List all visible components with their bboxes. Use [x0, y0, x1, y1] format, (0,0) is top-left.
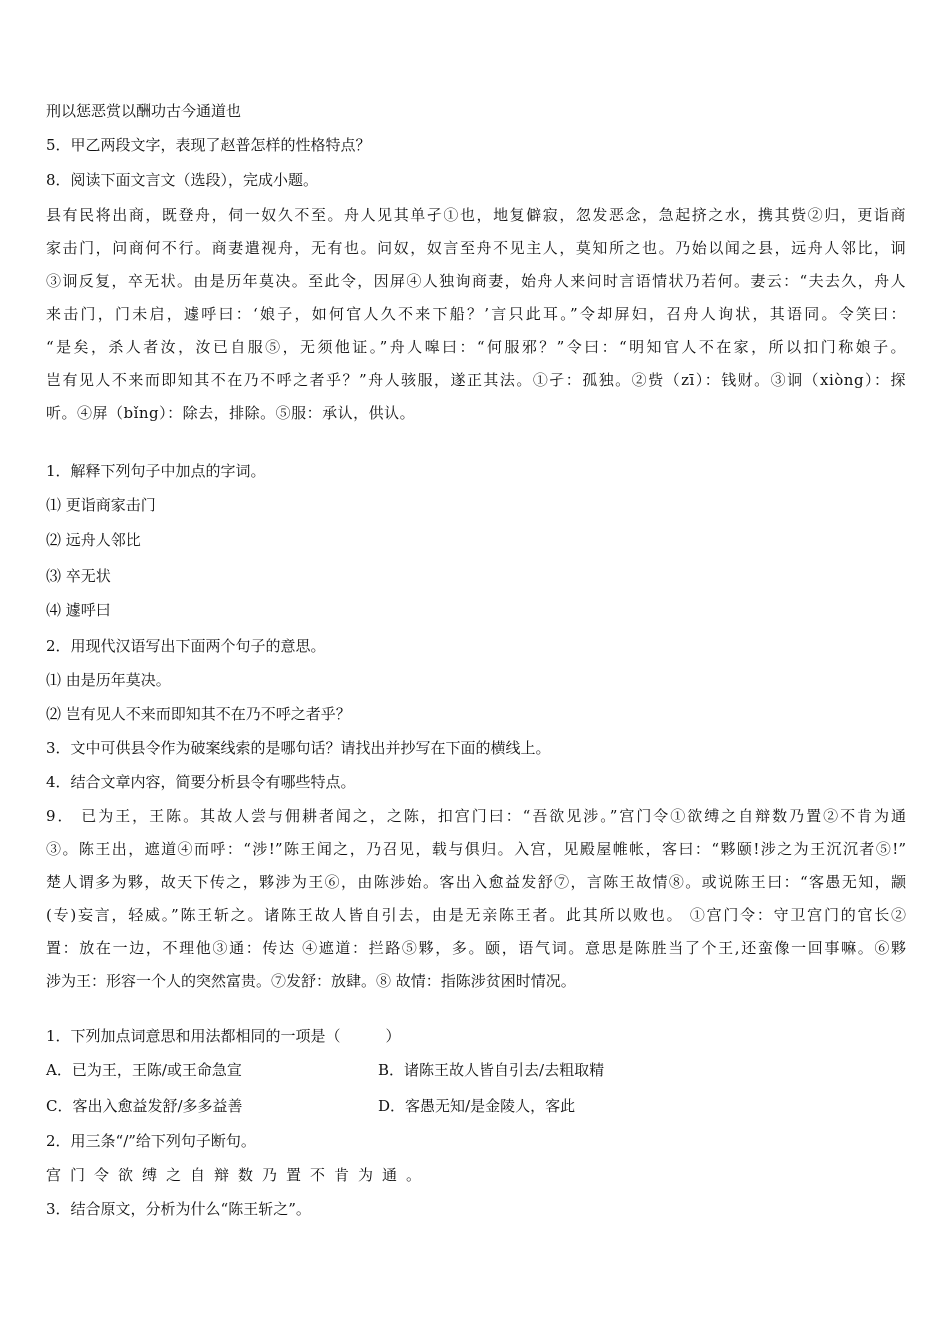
passage-line: (专)妄言，轻威。”陈王斩之。诸陈王故人皆自引去，由是无亲陈王者。此其所以败也。 ①宫门令：守卫宫门的官长②	[46, 906, 906, 924]
q2-item: ⑵ 岂有见人不来而即知其不在乃不呼之者乎？	[46, 705, 351, 723]
q1-item: ⑵ 远舟人邻比	[46, 531, 141, 549]
passage-line: 家击门，问商何不行。商妻遣视舟，无有也。问奴，奴言至舟不见主人，莫知所之也。乃始以闻之县，远舟人邻比，诇	[46, 239, 906, 257]
passage-line: ③。陈王出，遮道④而呼：“涉!”陈王闻之，乃召见，载与俱归。入宫，见殿屋帷帐，客曰：“夥颐!涉之为王沉沉者⑤!”	[46, 840, 906, 858]
passage-line: 9． 已为王，王陈。其故人尝与佣耕者闻之，之陈，扣宫门曰：“吾欲见涉。”宫门令①欲缚之自辩数乃置②不肯为通	[46, 807, 906, 825]
q2-item: ⑴ 由是历年莫决。	[46, 671, 171, 689]
answer-line: 刑以惩恶赏以酬功古今通道也	[46, 102, 242, 120]
passage-line: ③诇反复，卒无状。由是历年莫决。至此令，因屏④人独询商妻，始舟人来问时言语情状乃若何。妻云：“夫去久，舟人	[46, 272, 906, 290]
section-9-passage	[46, 806, 906, 1004]
q1-item: ⑷ 遽呼曰	[46, 601, 111, 619]
passage-line: 楚人谓多为夥，故天下传之，夥涉为王⑥，由陈涉始。客出入愈益发舒⑦，言陈王故情⑧。或说陈王曰：“客愚无知，颛	[46, 873, 906, 891]
option-d: D．客愚无知/是金陵人，客此	[378, 1097, 576, 1115]
passage-line: 听。④屏（bǐng）：除去，排除。⑤服：承认，供认。	[46, 404, 416, 422]
question-5: 5．甲乙两段文字，表现了赵普怎样的性格特点？	[46, 136, 371, 154]
passage-line: 来击门，门未启，遽呼曰：‘娘子，如何官人久不来下船？’言只此耳。”令却屏妇，召舟人询状，其语同。令笑曰：	[46, 305, 906, 323]
passage-line: 县有民将出商，既登舟，伺一奴久不至。舟人见其单孑①也，地复僻寂，忽发恶念，急起挤之水，携其赀②归，更诣商	[46, 206, 906, 224]
passage-line: “是矣，杀人者汝，汝已自服⑤，无须他证。”舟人嗥曰：“何服邪？”令曰：“明知官人不在家，所以扣门称娘子。	[46, 338, 906, 356]
option-b: B．诸陈王故人皆自引去/去粗取精	[378, 1061, 605, 1079]
section-9-q3: 3．结合原文，分析为什么“陈王斩之”。	[46, 1200, 311, 1218]
section-8-q2: 2．用现代汉语写出下面两个句子的意思。	[46, 637, 326, 655]
passage-line: 岂有见人不来而即知其不在乃不呼之者乎？”舟人骇服，遂正其法。①孑：孤独。②赀（zī）：钱财。③诇（xiòng）：探	[46, 371, 906, 389]
q1-item: ⑴ 更诣商家击门	[46, 496, 156, 514]
passage-line: 置：放在一边，不理他③通：传达 ④遮道：拦路⑤夥，多。颐，语气词。意思是陈胜当了个王,还蛮像一回事嘛。⑥夥	[46, 939, 906, 957]
q2-sentence: 宫门令欲缚之自辩数乃置不肯为通。	[46, 1166, 431, 1184]
section-8-title: 8．阅读下面文言文（选段），完成小题。	[46, 171, 319, 189]
option-c: C．客出入愈益发舒/多多益善	[46, 1097, 243, 1115]
passage-line: 涉为王：形容一个人的突然富贵。⑦发舒：放肆。⑧ 故情：指陈涉贫困时情况。	[46, 972, 576, 990]
section-8-q3: 3．文中可供县令作为破案线索的是哪句话？请找出并抄写在下面的横线上。	[46, 739, 551, 757]
section-8-passage	[46, 205, 906, 436]
section-8-q1: 1．解释下列句子中加点的字词。	[46, 462, 266, 480]
section-8-q4: 4．结合文章内容，简要分析县令有哪些特点。	[46, 773, 356, 791]
option-a: A．已为王，王陈/或王命急宣	[46, 1061, 242, 1079]
section-9-q2: 2．用三条“/”给下列句子断句。	[46, 1132, 256, 1150]
section-9-q1: 1．下列加点词意思和用法都相同的一项是（ ）	[46, 1027, 401, 1045]
q1-item: ⑶ 卒无状	[46, 567, 111, 585]
